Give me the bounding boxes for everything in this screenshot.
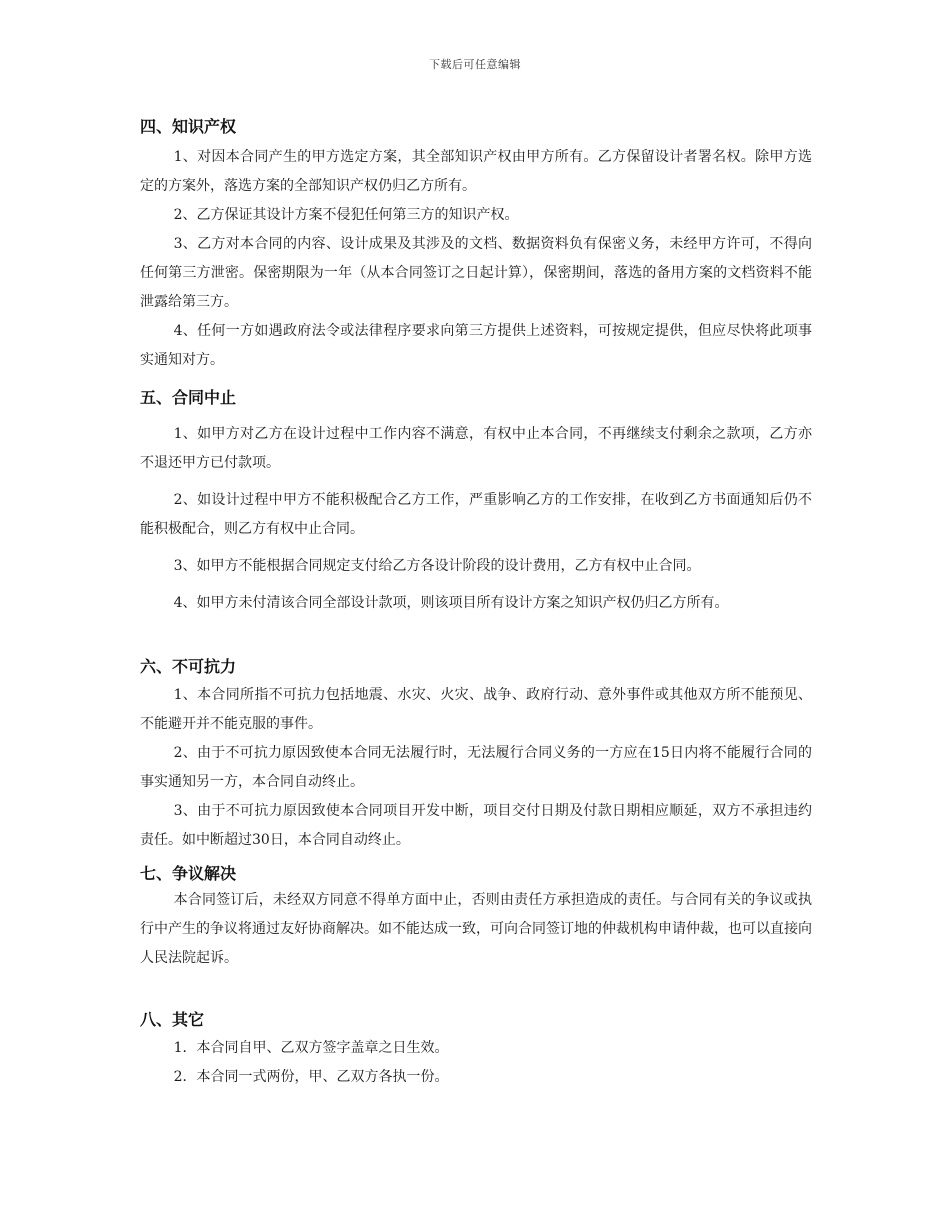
paragraph: 本合同签订后，未经双方同意不得单方面中止，否则由责任方承担造成的责任。与合同有关的争议或执行中产生的争议将通过友好协商解决。如不能达成一致，可向合同签订地的仲裁机构申请仲裁，也可以直接向人民法院起诉。 — [140, 892, 812, 966]
paragraph: 2．本合同一式两份，甲、乙双方各执一份。 — [173, 1069, 449, 1085]
paragraph: 1、如甲方对乙方在设计过程中工作内容不满意，有权中止本合同，不再继续支付剩余之款项，乙方亦不退还甲方已付款项。 — [140, 426, 812, 471]
section-heading-miscellaneous: 八、其它 — [140, 1010, 205, 1029]
paragraph: 2、由于不可抗力原因致使本合同无法履行时，无法履行合同义务的一方应在15日内将不能履行合同的事实通知另一方，本合同自动终止。 — [140, 745, 812, 790]
paragraph: 2、如设计过程中甲方不能积极配合乙方工作，严重影响乙方的工作安排，在收到乙方书面通知后仍不能积极配合，则乙方有权中止合同。 — [140, 492, 812, 537]
paragraph: 3、如甲方不能根据合同规定支付给乙方各设计阶段的设计费用，乙方有权中止合同。 — [173, 558, 701, 574]
paragraph: 1．本合同自甲、乙双方签字盖章之日生效。 — [173, 1040, 449, 1056]
paragraph: 2、乙方保证其设计方案不侵犯任何第三方的知识产权。 — [173, 207, 519, 223]
page-header: 下载后可任意编辑 — [429, 58, 521, 71]
paragraph: 3、乙方对本合同的内容、设计成果及其涉及的文档、数据资料负有保密义务，未经甲方许可，不得向任何第三方泄密。保密期限为一年（从本合同签订之日起计算），保密期间，落选的备用方案的文档资料不能泄露给第三方。 — [140, 236, 812, 310]
section-heading-intellectual-property: 四、知识产权 — [140, 117, 237, 136]
section-heading-force-majeure: 六、不可抗力 — [140, 657, 237, 676]
paragraph: 4、如甲方未付清该合同全部设计款项，则该项目所有设计方案之知识产权仍归乙方所有。 — [173, 595, 729, 611]
section-heading-dispute-resolution: 七、争议解决 — [140, 864, 237, 883]
paragraph: 1、对因本合同产生的甲方选定方案，其全部知识产权由甲方所有。乙方保留设计者署名权。除甲方选定的方案外，落选方案的全部知识产权仍归乙方所有。 — [140, 149, 812, 194]
paragraph: 3、由于不可抗力原因致使本合同项目开发中断，项目交付日期及付款日期相应顺延，双方不承担违约责任。如中断超过30日，本合同自动终止。 — [140, 803, 812, 848]
document-body — [140, 110, 812, 1092]
paragraph: 1、本合同所指不可抗力包括地震、水灾、火灾、战争、政府行动、意外事件或其他双方所不能预见、不能避开并不能克服的事件。 — [140, 687, 812, 732]
paragraph: 4、任何一方如遇政府法令或法律程序要求向第三方提供上述资料，可按规定提供，但应尽快将此项事实通知对方。 — [140, 323, 812, 368]
section-heading-termination: 五、合同中止 — [140, 388, 237, 407]
